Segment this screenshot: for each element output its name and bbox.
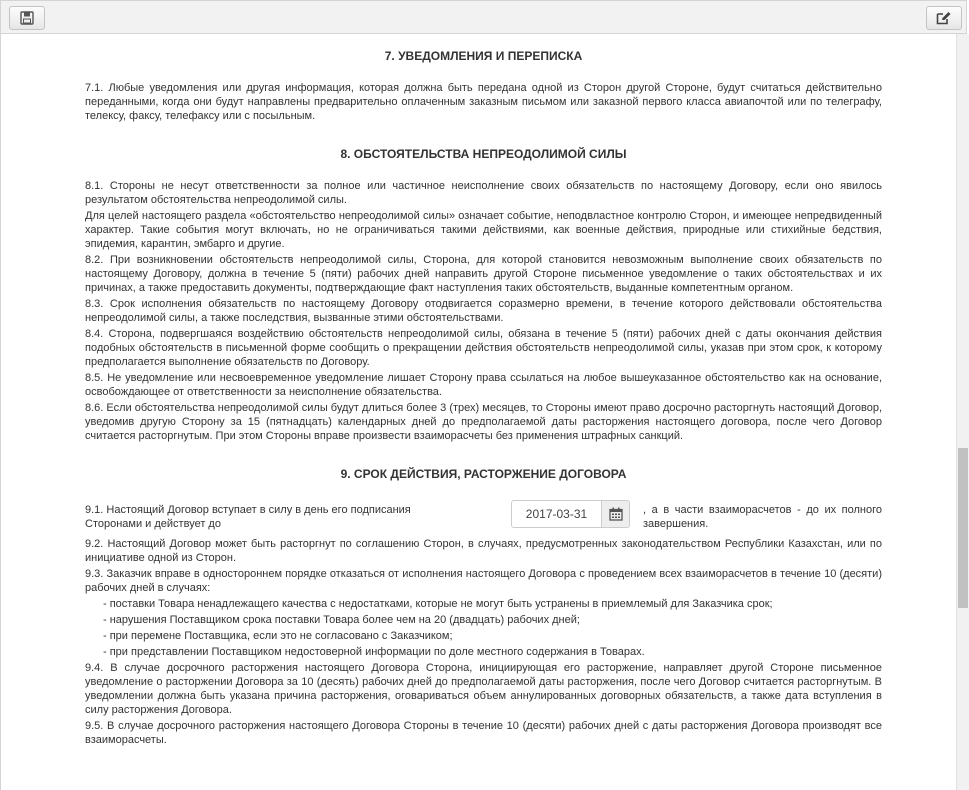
list-item: - при представлении Поставщиком недостоверной информации по доле местного содержания в Товарах. — [103, 646, 645, 658]
scrollbar-thumb[interactable] — [958, 448, 968, 608]
list-item: - нарушения Поставщиком срока поставки Товара более чем на 20 (двадцать) рабочих дней; — [103, 614, 580, 626]
save-button[interactable] — [9, 6, 45, 30]
end-date-picker — [511, 500, 630, 528]
clause-9-5: 9.5. В случае досрочного расторжения настоящего Договора Стороны в течение 10 (десяти) рабочих дней с даты расторжения Договора производят все взаиморасчеты. — [85, 720, 882, 746]
clause-7-1: 7.1. Любые уведомления или другая информация, которая должна быть передана одной из Сторон другой Стороне, будут считаться действительно переданными, когда они будут направлены предварительно оплаченным заказным письмом или заказной первого класса авиапочтой или по телеграфу, телексу, факсу, телефаксу или с посыльным. — [85, 82, 882, 122]
clause-8-4: 8.4. Сторона, подвергшаяся воздействию обстоятельств непреодолимой силы, обязана в течение 5 (пяти) рабочих дней с даты окончания действия подобных обстоятельств в письменной форме сообщить о прекращении действия обстоятельств непреодолимой силы, указав при этом срок, к которому предполагается выполнение обязательств по Договору. — [85, 328, 882, 368]
document-viewport — [0, 34, 956, 790]
clause-8-1-definition: Для целей настоящего раздела «обстоятельство непреодолимой силы» означает событие, неподвластное контролю Сторон, и имеющее непредвиденный характер. Такие события могут включать, но не ограничиваться такими действиями, как военные действия, природные или стихийные бедствия, эпидемия, карантин, эмбарго и другие. — [85, 210, 882, 250]
vertical-scrollbar[interactable] — [956, 34, 969, 790]
clause-9-4: 9.4. В случае досрочного расторжения настоящего Договора Сторона, инициирующая его расторжение, направляет другой Стороне письменное уведомление о расторжении Договора за 10 (десять) рабочих дней до предполагаемой даты расторжения, после чего Договор считается расторгнутым. В уведомлении должна быть указана причина расторжения, оговариваться объем аннулированных договорных обязательств, а также дата вступления в силу расторжения Договора. — [85, 662, 882, 716]
section-8-heading: 8. ОБСТОЯТЕЛЬСТВА НЕПРЕОДОЛИМОЙ СИЛЫ — [340, 147, 627, 161]
pencil-square-icon — [936, 11, 952, 25]
section-9-heading: 9. СРОК ДЕЙСТВИЯ, РАСТОРЖЕНИЕ ДОГОВОРА — [340, 467, 627, 481]
clause-9-2: 9.2. Настоящий Договор может быть расторгнут по соглашению Сторон, в случаях, предусмотренных законодательством Республики Казахстан, или по инициативе одной из Сторон. — [85, 538, 882, 564]
calendar-icon — [609, 507, 623, 521]
toolbar — [0, 0, 967, 34]
clause-8-1: 8.1. Стороны не несут ответственности за полное или частичное неисполнение своих обязательств по настоящему Договору, если оно явилось результатом обстоятельства непреодолимой силы. — [85, 180, 882, 206]
edit-button[interactable] — [926, 6, 962, 30]
clause-9-1-text: 9.1. Настоящий Договор вступает в силу в день его подписания Сторонами и действует до — [85, 504, 411, 530]
clause-9-1-continuation: , а в части взаиморасчетов - до их полного завершения. — [643, 504, 882, 530]
section-7-heading: 7. УВЕДОМЛЕНИЯ И ПЕРЕПИСКА — [384, 49, 583, 63]
clause-8-3: 8.3. Срок исполнения обязательств по настоящему Договору отодвигается соразмерно времени, в течение которого действовали обстоятельства непреодолимой силы, а также последствия, вызванные этими обстоятельствами. — [85, 298, 882, 324]
contract-document — [85, 34, 882, 747]
clause-8-2: 8.2. При возникновении обстоятельств непреодолимой силы, Сторона, для которой становится невозможным выполнение своих обязательств по настоящему Договору, должна в течение 5 (пяти) рабочих дней направить другой Стороне письменное уведомление о таких обстоятельствах и их причинах, а также предоставить документы, подтверждающие факт наступления таких обстоятельств, выданные компетентным органом. — [85, 254, 882, 294]
calendar-button[interactable] — [601, 501, 629, 527]
clause-8-5: 8.5. Не уведомление или несвоевременное уведомление лишает Сторону права ссылаться на любое вышеуказанное обстоятельство как на основание, освобождающее от ответственности за неисполнение обязательства. — [85, 372, 882, 398]
end-date-input[interactable] — [512, 501, 601, 527]
floppy-disk-icon — [20, 11, 34, 25]
clause-9-1 — [85, 504, 882, 535]
clause-9-3: 9.3. Заказчик вправе в одностороннем порядке отказаться от исполнения настоящего Договора с проведением всех взаиморасчетов в течение 10 (десяти) рабочих дней в случаях: — [85, 568, 882, 594]
clause-8-6: 8.6. Если обстоятельства непреодолимой силы будут длиться более 3 (трех) месяцев, то Стороны имеют право досрочно расторгнуть настоящий Договор, уведомив другую Сторону за 15 (пятнадцать) календарных дней до предполагаемой даты расторжения настоящего договора, после чего Договор считается расторгнутым. При этом Стороны вправе произвести взаиморасчеты без применения штрафных санкций. — [85, 402, 882, 442]
list-item: - при перемене Поставщика, если это не согласовано с Заказчиком; — [103, 630, 453, 642]
list-item: - поставки Товара ненадлежащего качества с недостатками, которые не могут быть устранены в приемлемый для Заказчика срок; — [103, 598, 773, 610]
